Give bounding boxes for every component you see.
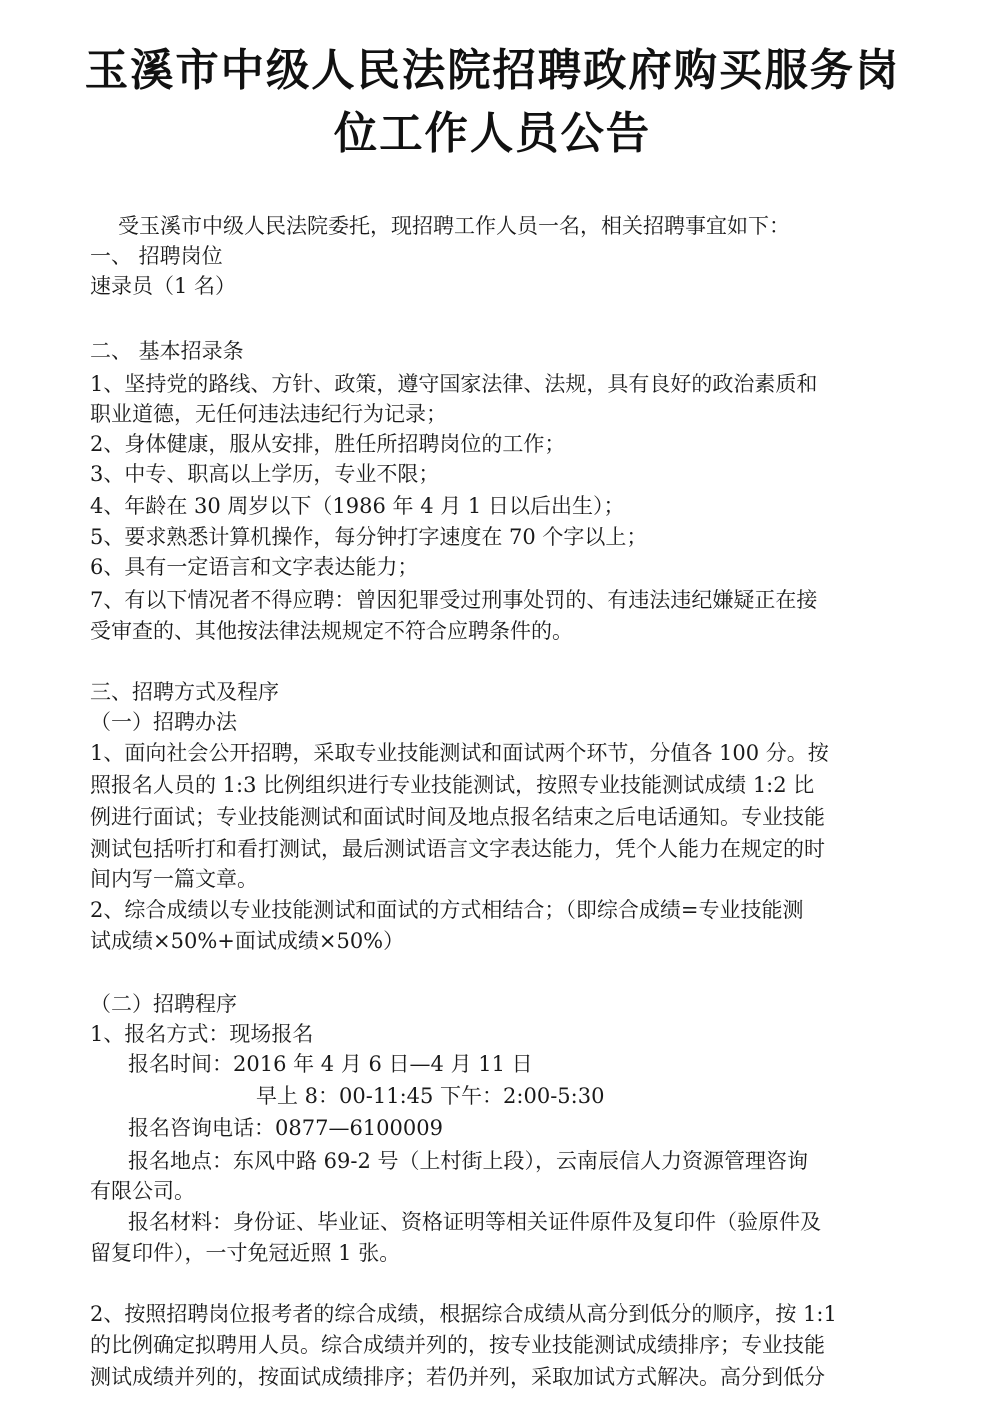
method-1-line-1: 1、面向社会公开招聘，采取专业技能测试和面试两个环节，分值各 100 分。按 [90,741,829,765]
registration-time: 报名时间：2016 年 4 月 6 日—4 月 11 日 [128,1052,533,1076]
document-title-line-2: 位工作人员公告 [333,108,652,159]
requirement-5: 5、要求熟悉计算机操作，每分钟打字速度在 70 个字以上； [90,525,648,549]
method-2-line-1: 2、综合成绩以专业技能测试和面试的方式相结合；（即综合成绩=专业技能测 [90,898,804,922]
requirement-1-line-1: 1、坚持党的路线、方针、政策，遵守国家法律、法规，具有良好的政治素质和 [90,372,818,396]
registration-place-line-1: 报名地点：东风中路 69-2 号（上村街上段），云南辰信人力资源管理咨询 [128,1149,809,1173]
registration-materials-line-1: 报名材料：身份证、毕业证、资格证明等相关证件原件及复印件（验原件及 [128,1210,821,1234]
requirement-7-line-2: 受审查的、其他按法律法规规定不符合应聘条件的。 [90,619,573,643]
section-1-heading: 一、 招聘岗位 [90,244,223,268]
requirement-2: 2、身体健康，服从安排，胜任所招聘岗位的工作； [90,432,566,456]
method-2-line-2: 试成绩×50%+面试成绩×50%） [90,929,405,953]
requirement-3: 3、中专、职高以上学历，专业不限； [90,462,440,486]
method-1-line-5: 间内写一篇文章。 [90,867,258,891]
requirement-6: 6、具有一定语言和文字表达能力； [90,555,419,579]
procedure-1-heading: 1、报名方式：现场报名 [90,1022,314,1046]
procedure-2-line-2: 的比例确定拟聘用人员。综合成绩并列的，按专业技能测试成绩排序；专业技能 [90,1333,825,1357]
position-line: 速录员（1 名） [90,274,237,298]
subsection-method-heading: （一）招聘办法 [90,710,237,734]
section-2-heading: 二、 基本招录条 [90,339,244,363]
method-1-line-2: 照报名人员的 1:3 比例组织进行专业技能测试，按照专业技能测试成绩 1:2 比 [90,773,815,797]
registration-place-line-2: 有限公司。 [90,1179,195,1203]
method-1-line-3: 例进行面试；专业技能测试和面试时间及地点报名结束之后电话通知。专业技能 [90,805,825,829]
requirement-1-line-2: 职业道德，无任何违法违纪行为记录； [90,402,447,426]
section-3-heading: 三、招聘方式及程序 [90,680,279,704]
requirement-4: 4、年龄在 30 周岁以下（1986 年 4 月 1 日以后出生）； [90,494,625,518]
requirement-7-line-1: 7、有以下情况者不得应聘：曾因犯罪受过刑事处罚的、有违法违纪嫌疑正在接 [90,588,818,612]
procedure-2-line-3: 测试成绩并列的，按面试成绩排序；若仍并列，采取加试方式解决。高分到低分 [90,1365,825,1389]
document-title-line-1: 玉溪市中级人民法院招聘政府购买服务岗 [84,45,901,96]
intro-paragraph: 受玉溪市中级人民法院委托，现招聘工作人员一名，相关招聘事宜如下： [118,214,790,238]
procedure-2-line-1: 2、按照招聘岗位报考者的综合成绩，根据综合成绩从高分到低分的顺序，按 1:1 [90,1302,837,1326]
method-1-line-4: 测试包括听打和看打测试，最后测试语言文字表达能力，凭个人能力在规定的时 [90,837,825,861]
subsection-procedure-heading: （二）招聘程序 [90,992,237,1016]
registration-materials-line-2: 留复印件），一寸免冠近照 1 张。 [90,1241,401,1265]
registration-hours: 早上 8：00-11:45 下午：2:00-5:30 [256,1084,605,1108]
registration-phone: 报名咨询电话：0877—6100009 [128,1116,443,1140]
